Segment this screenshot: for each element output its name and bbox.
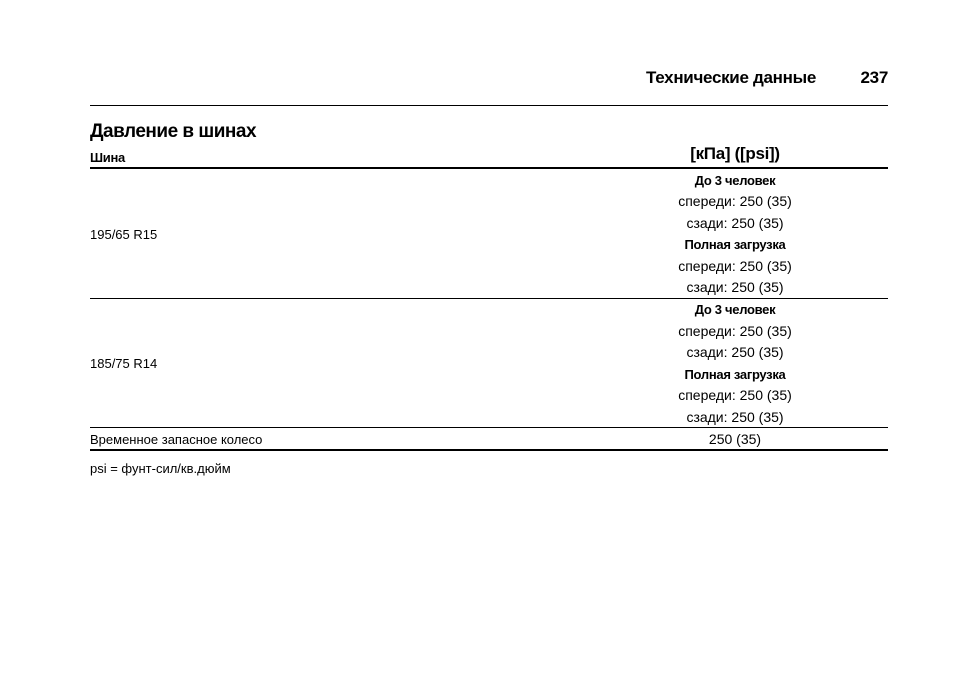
row-divider xyxy=(90,427,888,428)
page-header xyxy=(90,66,888,90)
pressure-rear: сзади: 250 (35) xyxy=(686,279,784,295)
pressure-front: спереди: 250 (35) xyxy=(678,193,792,209)
table-top-rule xyxy=(90,167,888,169)
pressure-rear: сзади: 250 (35) xyxy=(686,344,784,360)
load-label: Полная загрузка xyxy=(684,237,786,252)
pressure-front: спереди: 250 (35) xyxy=(678,387,792,403)
tire-spare: Временное запасное колесо xyxy=(90,432,263,447)
load-label: До 3 человек xyxy=(694,302,776,317)
column-header-tire: Шина xyxy=(90,150,125,165)
footnote: psi = фунт-сил/кв.дюйм xyxy=(90,461,231,476)
page-number: 237 xyxy=(860,68,888,87)
load-label: Полная загрузка xyxy=(684,367,786,382)
header-title: Технические данные xyxy=(646,68,816,87)
tire-size-1: 195/65 R15 xyxy=(90,227,158,242)
pressure-rear: сзади: 250 (35) xyxy=(686,215,784,231)
tire-size-2: 185/75 R14 xyxy=(90,356,158,371)
load-label: До 3 человек xyxy=(694,173,776,188)
pressure-rear: сзади: 250 (35) xyxy=(686,409,784,425)
pressure-front: спереди: 250 (35) xyxy=(678,323,792,339)
table-bottom-rule xyxy=(90,449,888,451)
pressure-spare: 250 (35) xyxy=(708,431,762,447)
header-divider xyxy=(90,105,888,106)
section-title: Давление в шинах xyxy=(90,121,257,142)
column-header-pressure: [кПа] ([psi]) xyxy=(690,144,780,163)
pressure-front: спереди: 250 (35) xyxy=(678,258,792,274)
